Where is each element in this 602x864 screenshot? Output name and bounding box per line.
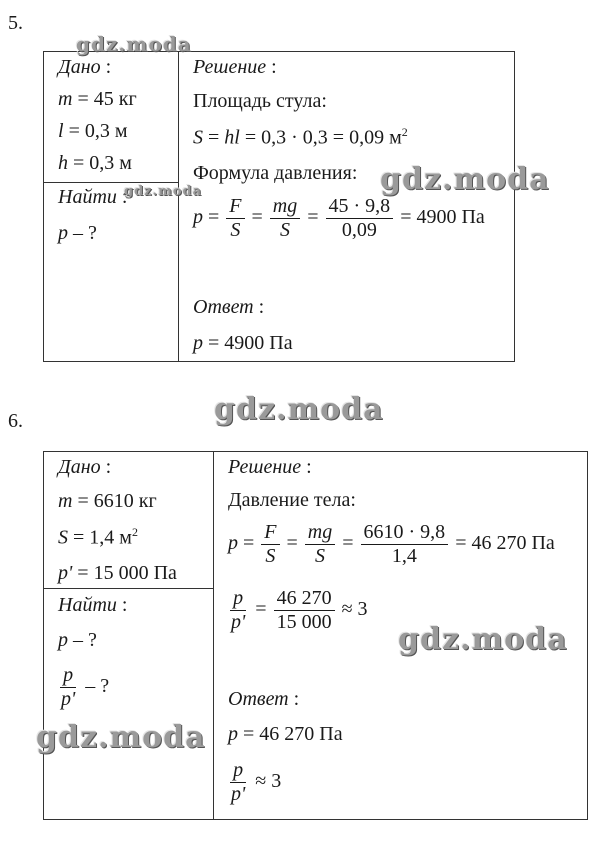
watermark: gdz.moda (214, 392, 384, 427)
p5-find-p: p – ? (58, 222, 97, 244)
p6-answer-label: Ответ : (228, 688, 300, 710)
problem-5-number: 5. (8, 12, 23, 34)
p5-given-l: l = 0,3 м (58, 120, 128, 142)
p6-given-m: m = 6610 кг (58, 490, 157, 512)
p5-area-title: Площадь стула: (193, 90, 327, 112)
p5-solution-label: Решение : (193, 56, 277, 78)
p5-given-m: m = 45 кг (58, 88, 137, 110)
p6-answer-p: p = 46 270 Па (228, 723, 343, 745)
problem-5-given-divider (43, 182, 178, 183)
p5-find-label: Найти : (58, 186, 128, 208)
watermark: gdz.moda (398, 622, 568, 657)
p6-given-s: S = 1,4 $м^2$ (58, 525, 138, 549)
watermark: gdz.moda (76, 32, 192, 56)
p6-given-label: Дано : (58, 456, 112, 478)
watermark: gdz.moda (36, 720, 206, 755)
watermark: gdz.moda (380, 162, 550, 197)
p6-find-ratio: $\frac{p}{p'}$ – ? (61, 664, 110, 710)
p6-given-pp: p' = 15 000 Па (58, 562, 177, 584)
p6-find-p: p – ? (58, 629, 97, 651)
p5-pressure-title: Формула давления: (193, 162, 358, 184)
p6-solution-label: Решение : (228, 456, 312, 478)
p6-ratio-formula: $\frac{p}{p'}$ = $\frac{46 270}{15 000}$ ≈ 3 (231, 587, 368, 633)
problem-6-given-divider (43, 588, 213, 589)
problem-6-column-divider (213, 451, 214, 820)
p5-answer: p = 4900 Па (193, 332, 293, 354)
p6-pressure-title: Давление тела: (228, 489, 356, 511)
p6-answer-ratio: $\frac{p}{p'}$ ≈ 3 (231, 759, 282, 805)
p6-pressure-formula: p = $\frac{F}{S}$ = $\frac{mg}{S}$ = $\frac{6610 \cdot 9,8}{1,4}$ = 46 270 Па (228, 521, 555, 567)
p5-pressure-formula: p = $\frac{F}{S}$ = $\frac{mg}{S}$ = $\frac{45 \cdot 9,8}{0,09}$ = 4900 Па (193, 195, 485, 241)
p5-area-formula: S = hl = 0,3 · 0,3 = 0,09 $м^2$ (193, 125, 408, 149)
p5-answer-label: Ответ : (193, 296, 265, 318)
watermark: gdz.moda (124, 184, 203, 199)
p5-given-h: h = 0,3 м (58, 152, 132, 174)
p5-given-label: Дано : (58, 56, 112, 78)
p6-find-label: Найти : (58, 594, 128, 616)
problem-6-number: 6. (8, 410, 23, 432)
problem-5-column-divider (178, 51, 179, 362)
